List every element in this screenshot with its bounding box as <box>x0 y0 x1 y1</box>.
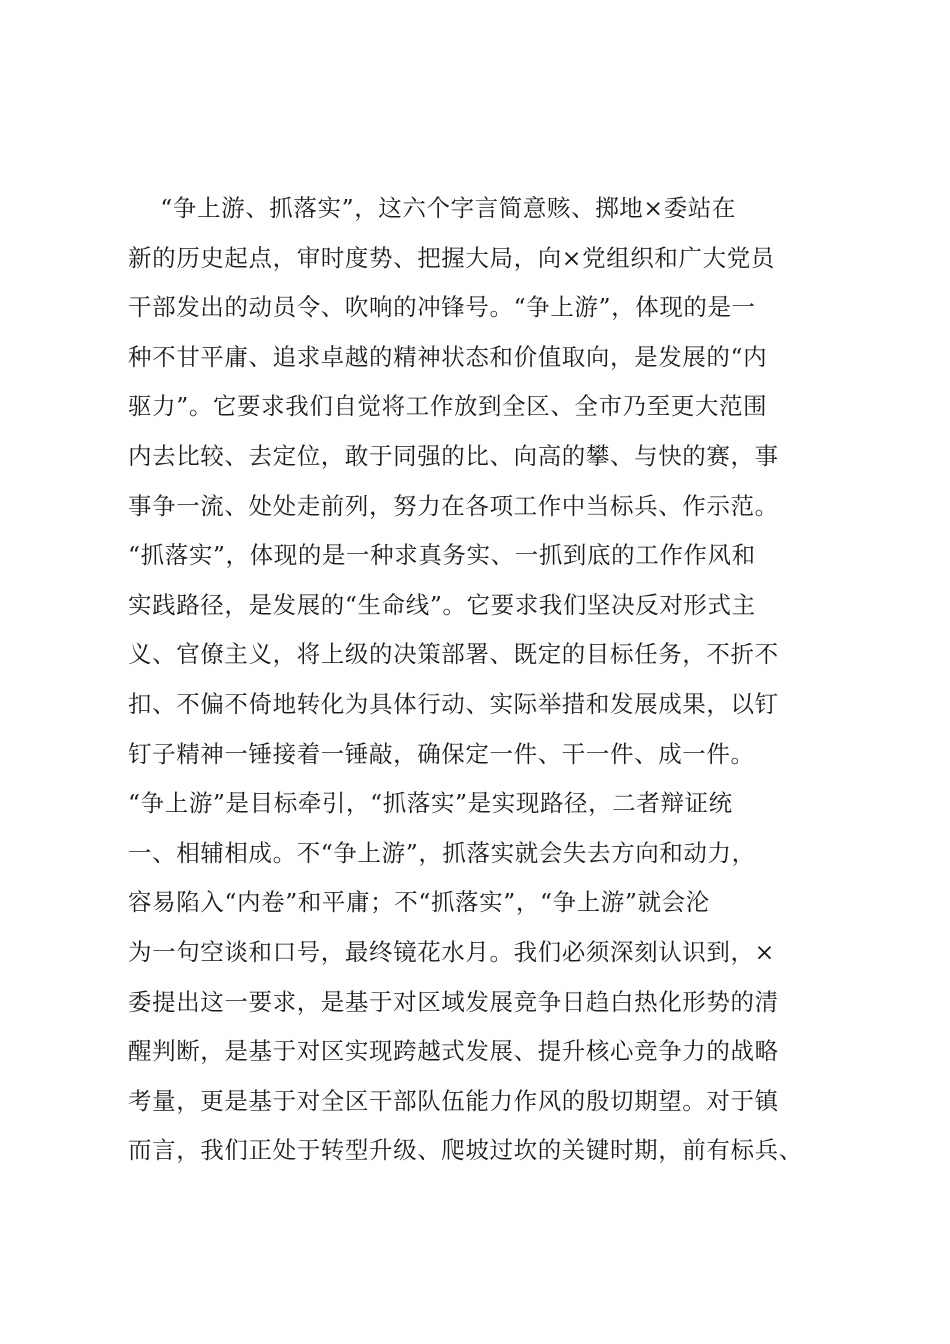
text-line: 为一句空谈和口号，最终镜花水月。我们必须深刻认识到，× <box>128 937 775 966</box>
text-line: 义、官僚主义，将上级的决策部署、既定的目标任务，不折不 <box>128 640 779 669</box>
body-paragraph <box>128 184 848 1176</box>
text-line: 新的历史起点，审时度势、把握大局，向×党组织和广大党员 <box>128 243 775 272</box>
text-line: 容易陷入“内卷”和平庸；不“抓落实”，“争上游”就会沦 <box>128 888 710 917</box>
text-line: 而言，我们正处于转型升级、爬坡过坎的关键时期，前有标兵、 <box>128 1136 803 1165</box>
text-line: “抓落实”，体现的是一种求真务实、一抓到底的工作作风和 <box>128 541 756 570</box>
text-line: 驱力”。它要求我们自觉将工作放到全区、全市乃至更大范围 <box>128 392 768 421</box>
text-line: 考量，更是基于对全区干部队伍能力作风的殷切期望。对于镇 <box>128 1086 779 1115</box>
text-line: 事争一流、处处走前列，努力在各项工作中当标兵、作示范。 <box>128 491 779 520</box>
text-line: “争上游”是目标牵引，“抓落实”是实现路径，二者辩证统 <box>128 789 733 818</box>
text-line: 一、相辅相成。不“争上游”，抓落实就会失去方向和动力， <box>128 838 756 867</box>
text-line: 醒判断，是基于对区实现跨越式发展、提升核心竞争力的战略 <box>128 1037 779 1066</box>
text-line: 钉子精神一锤接着一锤敲，确保定一件、干一件、成一件。 <box>128 739 755 768</box>
text-line: 委提出这一要求，是基于对区域发展竞争日趋白热化形势的清 <box>128 987 779 1016</box>
text-line: 内去比较、去定位，敢于同强的比、向高的攀、与快的赛，事 <box>128 441 779 470</box>
text-line: 实践路径，是发展的“生命线”。它要求我们坚决反对形式主 <box>128 590 756 619</box>
text-line: “争上游、抓落实”，这六个字言简意赅、掷地×委站在 <box>128 194 736 222</box>
text-line: 种不甘平庸、追求卓越的精神状态和价值取向，是发展的“内 <box>128 342 768 371</box>
text-line: 干部发出的动员令、吹响的冲锋号。“争上游”，体现的是一 <box>128 293 756 322</box>
text-line: 扣、不偏不倚地转化为具体行动、实际举措和发展成果，以钉 <box>128 689 779 718</box>
